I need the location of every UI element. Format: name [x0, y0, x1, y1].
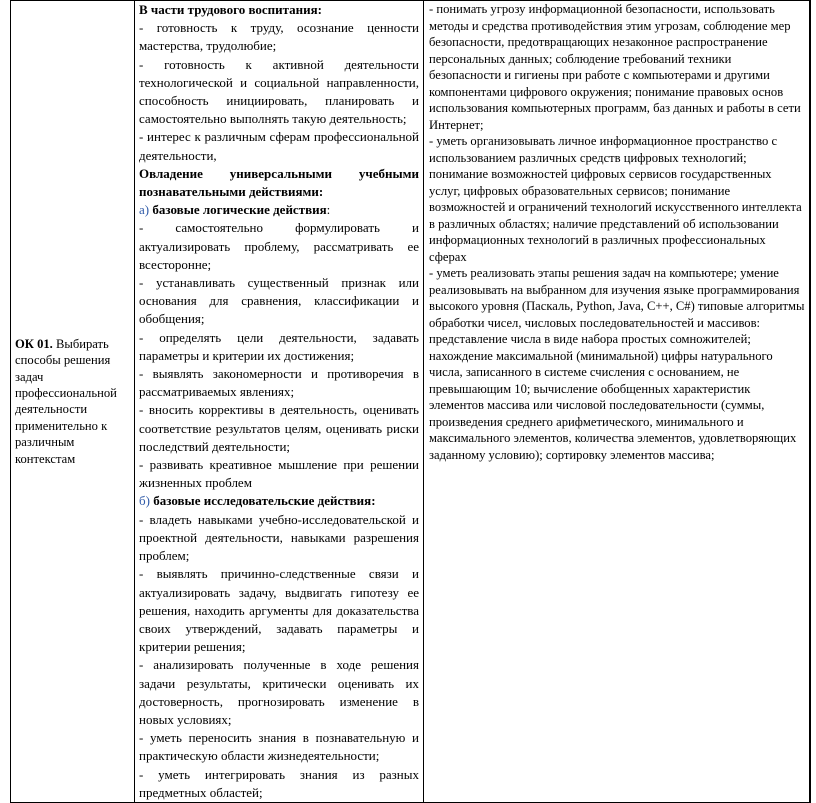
- labor-heading: В части трудового воспитания:: [139, 2, 323, 17]
- personal-results-cell: [135, 1, 424, 803]
- list-item: - уметь реализовать этапы решения задач на компьютере; умение реализовывать на выбранном для изучения языке программирования высокого уровня (Паскаль, Python, Java, C++, C#) типовые алгоритмы обработки чисел, числовых последовательностей и массивов: представление числа в виде набора простых сомножителей; нахождение максимальной (минимальной) цифры натурального числа, записанного в системе счисления с основанием, не превышающим 10; вычисление обобщенных характеристик элементов массива или числовой последовательности (суммы, произведения среднего арифметического, минимального и максимального элементов, количества элементов, удовлетворяющих заданному условию); сортировку элементов массива;: [429, 266, 805, 462]
- competency-text: Выбирать способы решения задач профессиональной деятельности применительно к различным контекстам: [15, 336, 117, 466]
- logical-suffix: :: [326, 202, 331, 218]
- research-heading: базовые исследовательские действия:: [153, 493, 376, 509]
- logical-prefix: а): [139, 202, 150, 218]
- research-actions-heading: [139, 492, 419, 510]
- list-item: - интерес к различным сферам профессиональной деятельности,: [139, 129, 419, 163]
- table-row: [11, 1, 811, 803]
- list-item: - выявлять причинно-следственные связи и актуализировать задачу, выдвигать гипотезу ее решения, находить аргументы для доказательства своих утверждений, задавать параметры и критерии решения;: [139, 566, 419, 655]
- empty-cell: [810, 1, 811, 803]
- list-item: - уметь интегрировать знания из разных предметных областей;: [139, 766, 419, 800]
- list-item: - владеть навыками учебно-исследовательской и проектной деятельности, навыками разрешения проблем;: [139, 511, 419, 564]
- list-item: - готовность к труду, осознание ценности мастерства, трудолюбие;: [139, 20, 419, 54]
- list-item: - готовность к активной деятельности технологической и социальной направленности, способность инициировать, планировать и самостоятельно выполнять такую деятельность;: [139, 56, 419, 127]
- subject-results-cell: [424, 1, 810, 803]
- list-item: - анализировать полученные в ходе решения задачи результаты, критически оценивать их достоверность, прогнозировать изменение в новых условиях;: [139, 657, 419, 727]
- list-item: - выявлять закономерности и противоречия в рассматриваемых явлениях;: [139, 366, 419, 400]
- list-item: - самостоятельно формулировать и актуализировать проблему, рассматривать ее всесторонне;: [139, 220, 419, 272]
- list-item: - развивать креативное мышление при решении жизненных проблем: [139, 457, 419, 491]
- list-item: - вносить коррективы в деятельность, оценивать соответствие результатов целям, оценивать риски последствий деятельности;: [139, 402, 419, 454]
- logical-heading: базовые логические действия: [152, 202, 327, 218]
- competency-cell: [11, 1, 135, 803]
- competency-code: ОК 01.: [15, 336, 53, 351]
- universal-actions-heading: Овладение универсальными учебными познавательными действиями:: [139, 165, 419, 200]
- competency-table: [10, 0, 811, 803]
- list-item: - уметь переносить знания в познавательную и практическую области жизнедеятельности;: [139, 730, 419, 764]
- list-item: - понимать угрозу информационной безопасности, использовать методы и средства противодействия этим угрозам, соблюдение мер безопасности, предотвращающих незаконное распространение персональных данных; соблюдение требований техники безопасности и гигиены при работе с компьютерами и другими компонентами цифрового окружения; понимание правовых основ использования компьютерных программ, баз данных и работы в сети Интернет;: [429, 2, 801, 132]
- list-item: - определять цели деятельности, задавать параметры и критерии их достижения;: [139, 329, 419, 363]
- list-item: - уметь организовывать личное информационное пространство с использованием различных средств цифровых технологий; понимание возможностей цифровых сервисов государственных услуг, цифровых образовательных сервисов; понимание возможностей и ограничений технологий искусственного интеллекта в различных областях; наличие представлений об использовании информационных технологий в различных профессиональных сферах: [429, 134, 802, 264]
- logical-actions-heading: [139, 201, 419, 219]
- list-item: - устанавливать существенный признак или основания для сравнения, классификации и обобщения;: [139, 275, 419, 327]
- research-prefix: б): [139, 493, 150, 509]
